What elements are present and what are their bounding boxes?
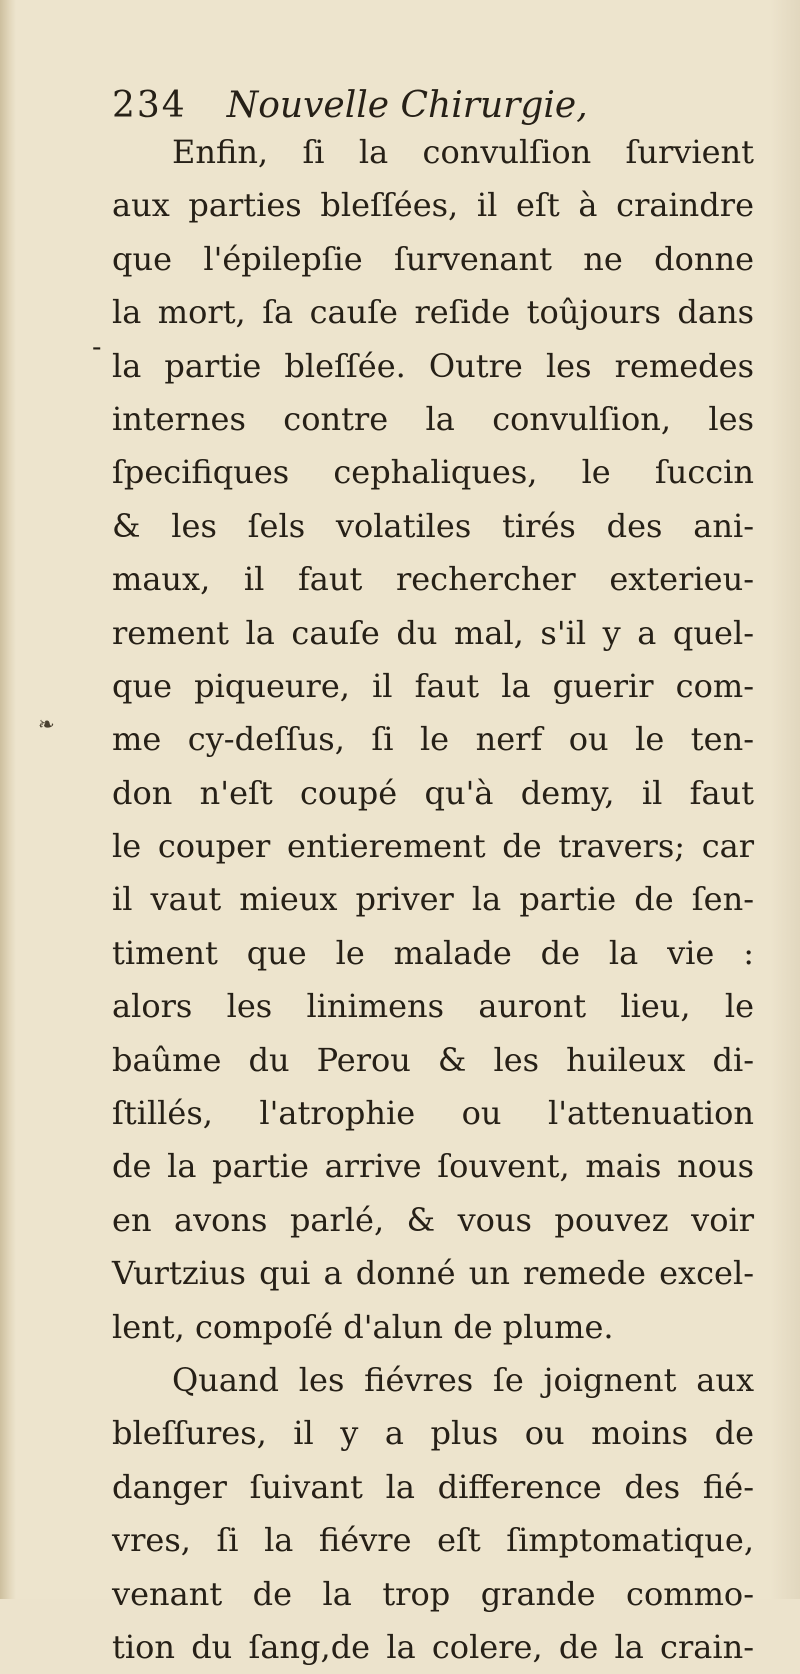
page-header (112, 70, 754, 126)
text-line: maux, il faut rechercher exterieu- (112, 560, 754, 599)
text-line: Enfin, ſi la convulſion ſurvient (172, 133, 754, 171)
text-line: que l'épilepſie ſurvenant ne donne (112, 239, 754, 278)
text-line: me cy-deſſus, ſi le nerf ou le ten- (112, 720, 754, 759)
text-line: en avons parlé, & vous pouvez voir (112, 1200, 754, 1239)
text-line: don n'eſt coupé qu'à demy, il faut (112, 773, 754, 812)
page-number: 234 (112, 85, 187, 126)
page-edge-shade (770, 0, 800, 1599)
text-line: baûme du Perou & les huileux di- (112, 1040, 754, 1079)
text-line: aux parties bleſſées, il eſt à craindre (112, 186, 754, 225)
text-line: Vurtzius qui a donné un remede excel- (112, 1254, 754, 1293)
text-line: & les ſels volatiles tirés des ani- (112, 506, 754, 545)
text-line: la mort, ſa cauſe reſide toûjours dans (112, 293, 754, 332)
text-line: il vaut mieux priver la partie de ſen- (112, 880, 754, 919)
text-line: internes contre la convulſion, les (112, 399, 754, 438)
text-line: vres, ſi la fiévre eſt ſimptomatique, (112, 1521, 754, 1560)
text-block (112, 70, 754, 1674)
text-line: la partie bleſſée. Outre les remedes (112, 346, 754, 385)
text-line: ſtillés, l'atrophie ou l'attenuation (112, 1094, 754, 1133)
text-line: alors les linimens auront lieu, le (112, 987, 754, 1026)
text-line: ſpecifiques cephaliques, le ſuccin (112, 453, 754, 492)
text-line: timent que le malade de la vie : (112, 933, 754, 972)
text-line: rement la cauſe du mal, s'il y a quel- (112, 613, 754, 652)
text-line: de la partie arrive ſouvent, mais nous (112, 1147, 754, 1186)
text-line: que piqueure, il faut la guerir com- (112, 666, 754, 705)
margin-blot-icon: ❧ (38, 712, 55, 736)
text-line: bleſſures, il y a plus ou moins de (112, 1414, 754, 1453)
text-line: tion du ſang,de la colere, de la crain- (112, 1627, 754, 1666)
text-line: le couper entierement de travers; car (112, 827, 754, 866)
text-line: Quand les fiévres ſe joignent aux (172, 1360, 754, 1399)
text-line: danger ſuivant la difference des fié- (112, 1467, 754, 1506)
text-line: lent, compoſé d'alun de plume. (112, 1307, 614, 1346)
running-head: Nouvelle Chirurgie, (226, 85, 588, 126)
margin-dash: - (92, 330, 102, 363)
binding-gutter (0, 0, 16, 1599)
text-line: venant de la trop grande commo- (112, 1574, 754, 1613)
